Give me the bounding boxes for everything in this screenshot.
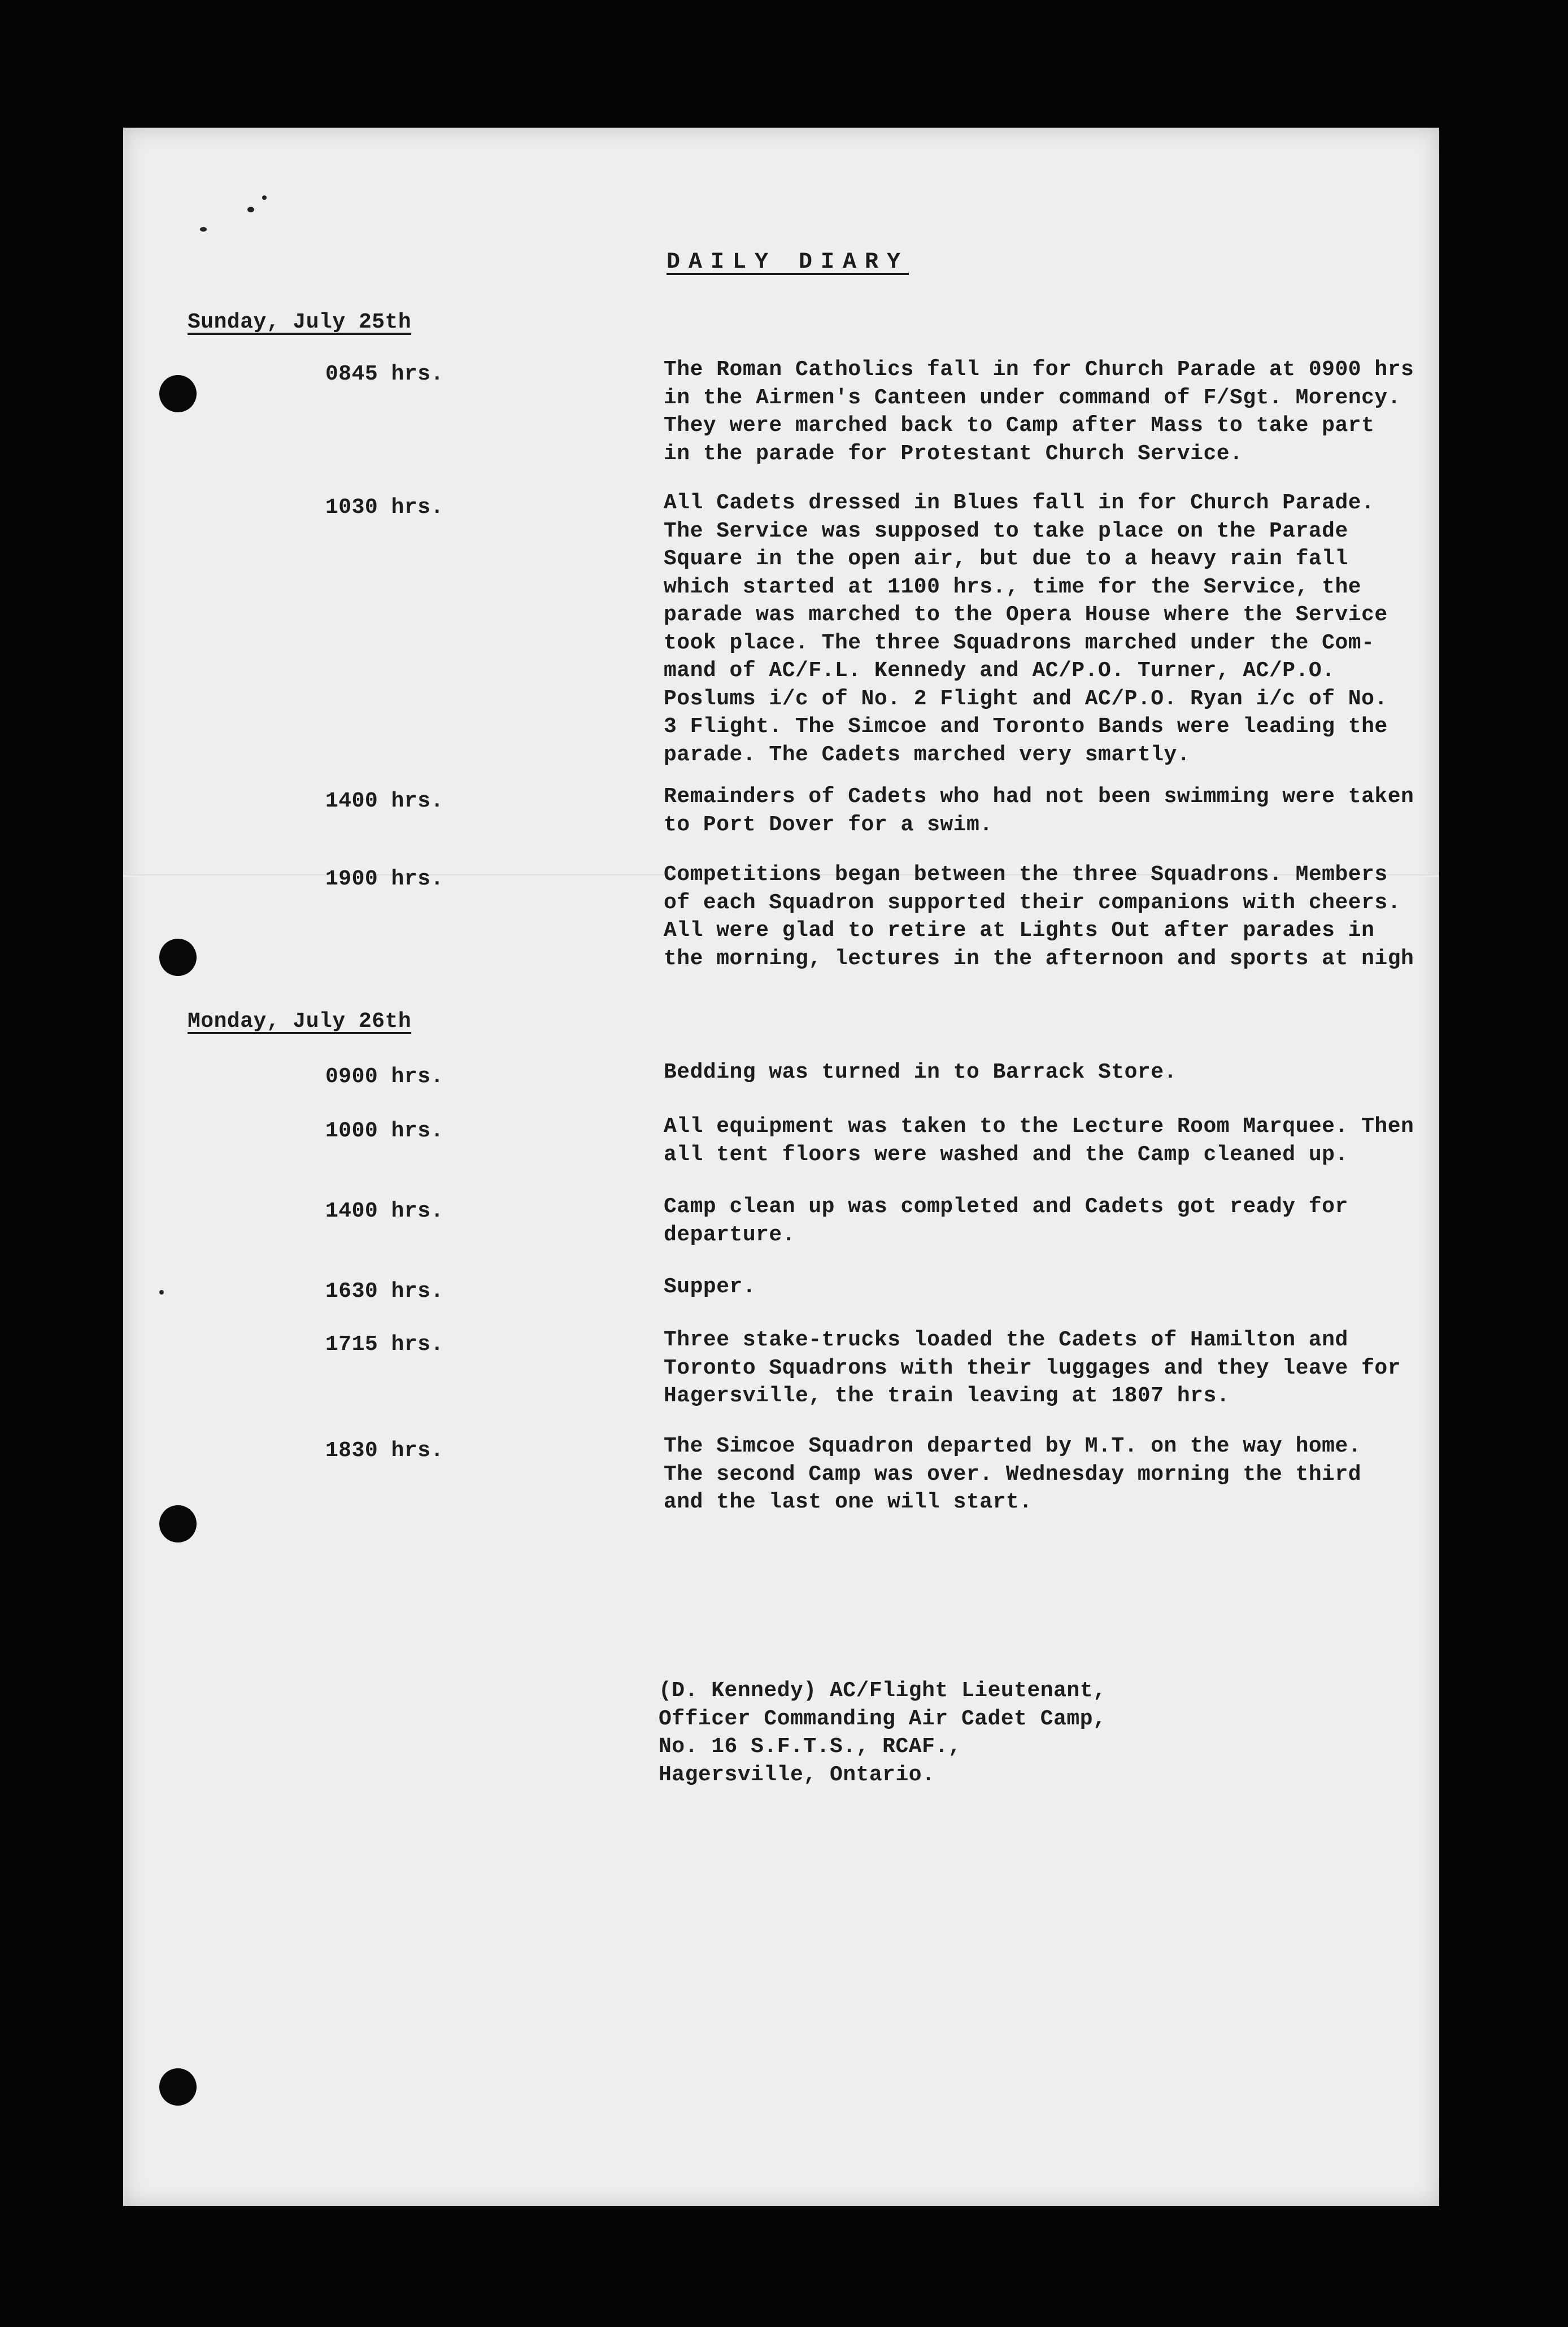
- entry-text: The Simcoe Squadron departed by M.T. on the way home. The second Camp was over. Wednesday morning the third and the last one will start.: [664, 1434, 1362, 1514]
- entry-text: Supper.: [664, 1275, 756, 1299]
- entry-text: Remainders of Cadets who had not been swimming were taken to Port Dover for a swim.: [664, 785, 1414, 837]
- entry-time: 1900 hrs.: [325, 867, 444, 891]
- diary-page: [123, 128, 1439, 2206]
- date-heading-monday: Monday, July 26th: [188, 1009, 412, 1034]
- entry-time: 0900 hrs.: [325, 1065, 444, 1089]
- entry-time: 1400 hrs.: [325, 1199, 444, 1223]
- entry-text: All equipment was taken to the Lecture Room Marquee. Then all tent floors were washed and the Camp cleaned up.: [664, 1114, 1414, 1167]
- ink-speck: [247, 207, 254, 212]
- entry-time: 1830 hrs.: [325, 1439, 444, 1463]
- punch-hole: [159, 2068, 197, 2106]
- entry-text: Camp clean up was completed and Cadets got ready for departure.: [664, 1195, 1348, 1247]
- punch-hole: [159, 375, 197, 412]
- ink-speck: [262, 195, 267, 200]
- signature-block: (D. Kennedy) AC/Flight Lieutenant, Officer Commanding Air Cadet Camp, No. 16 S.F.T.S., RCAF., Hagersville, Ontario.: [659, 1679, 1107, 1787]
- entry-text: Bedding was turned in to Barrack Store.: [664, 1060, 1177, 1084]
- entry-time: 1715 hrs.: [325, 1332, 444, 1357]
- entry-text: Competitions began between the three Squadrons. Members of each Squadron supported their companions with cheers. All were glad to retire at Lights Out after parades in the morning, lectures in the afternoon and sports at nigh: [664, 862, 1414, 971]
- punch-hole: [159, 939, 197, 976]
- entry-text: Three stake-trucks loaded the Cadets of Hamilton and Toronto Squadrons with their luggages and they leave for Hagersville, the train leaving at 1807 hrs.: [664, 1328, 1401, 1408]
- ink-speck: [200, 227, 207, 232]
- entry-time: 1630 hrs.: [325, 1279, 444, 1304]
- ink-speck: [159, 1290, 164, 1295]
- entry-time: 1030 hrs.: [325, 495, 444, 520]
- punch-hole: [159, 1505, 197, 1542]
- entry-text: The Roman Catholics fall in for Church Parade at 0900 hrs in the Airmen's Canteen under command of F/Sgt. Morency. They were marched back to Camp after Mass to take part in the parade for Protestant Church Service.: [664, 358, 1414, 466]
- entry-time: 1400 hrs.: [325, 789, 444, 813]
- entry-text: All Cadets dressed in Blues fall in for Church Parade. The Service was supposed to take place on the Parade Square in the open air, but due to a heavy rain fall which started at 1100 hrs., time for the Service, the parade was marched to the Opera House where the Service took place. The three Squadrons marched under the Com- mand of AC/F.L. Kennedy and AC/P.O. Turner, AC/P.O. Poslums i/c of No. 2 Flight and AC/P.O. Ryan i/c of No. 3 Flight. The Simcoe and Toronto Bands were leading the parade. The Cadets marched very smartly.: [664, 491, 1388, 767]
- page-title: DAILY DIARY: [667, 250, 909, 275]
- entry-time: 0845 hrs.: [325, 362, 444, 386]
- entry-time: 1000 hrs.: [325, 1119, 444, 1143]
- date-heading-sunday: Sunday, July 25th: [188, 310, 412, 334]
